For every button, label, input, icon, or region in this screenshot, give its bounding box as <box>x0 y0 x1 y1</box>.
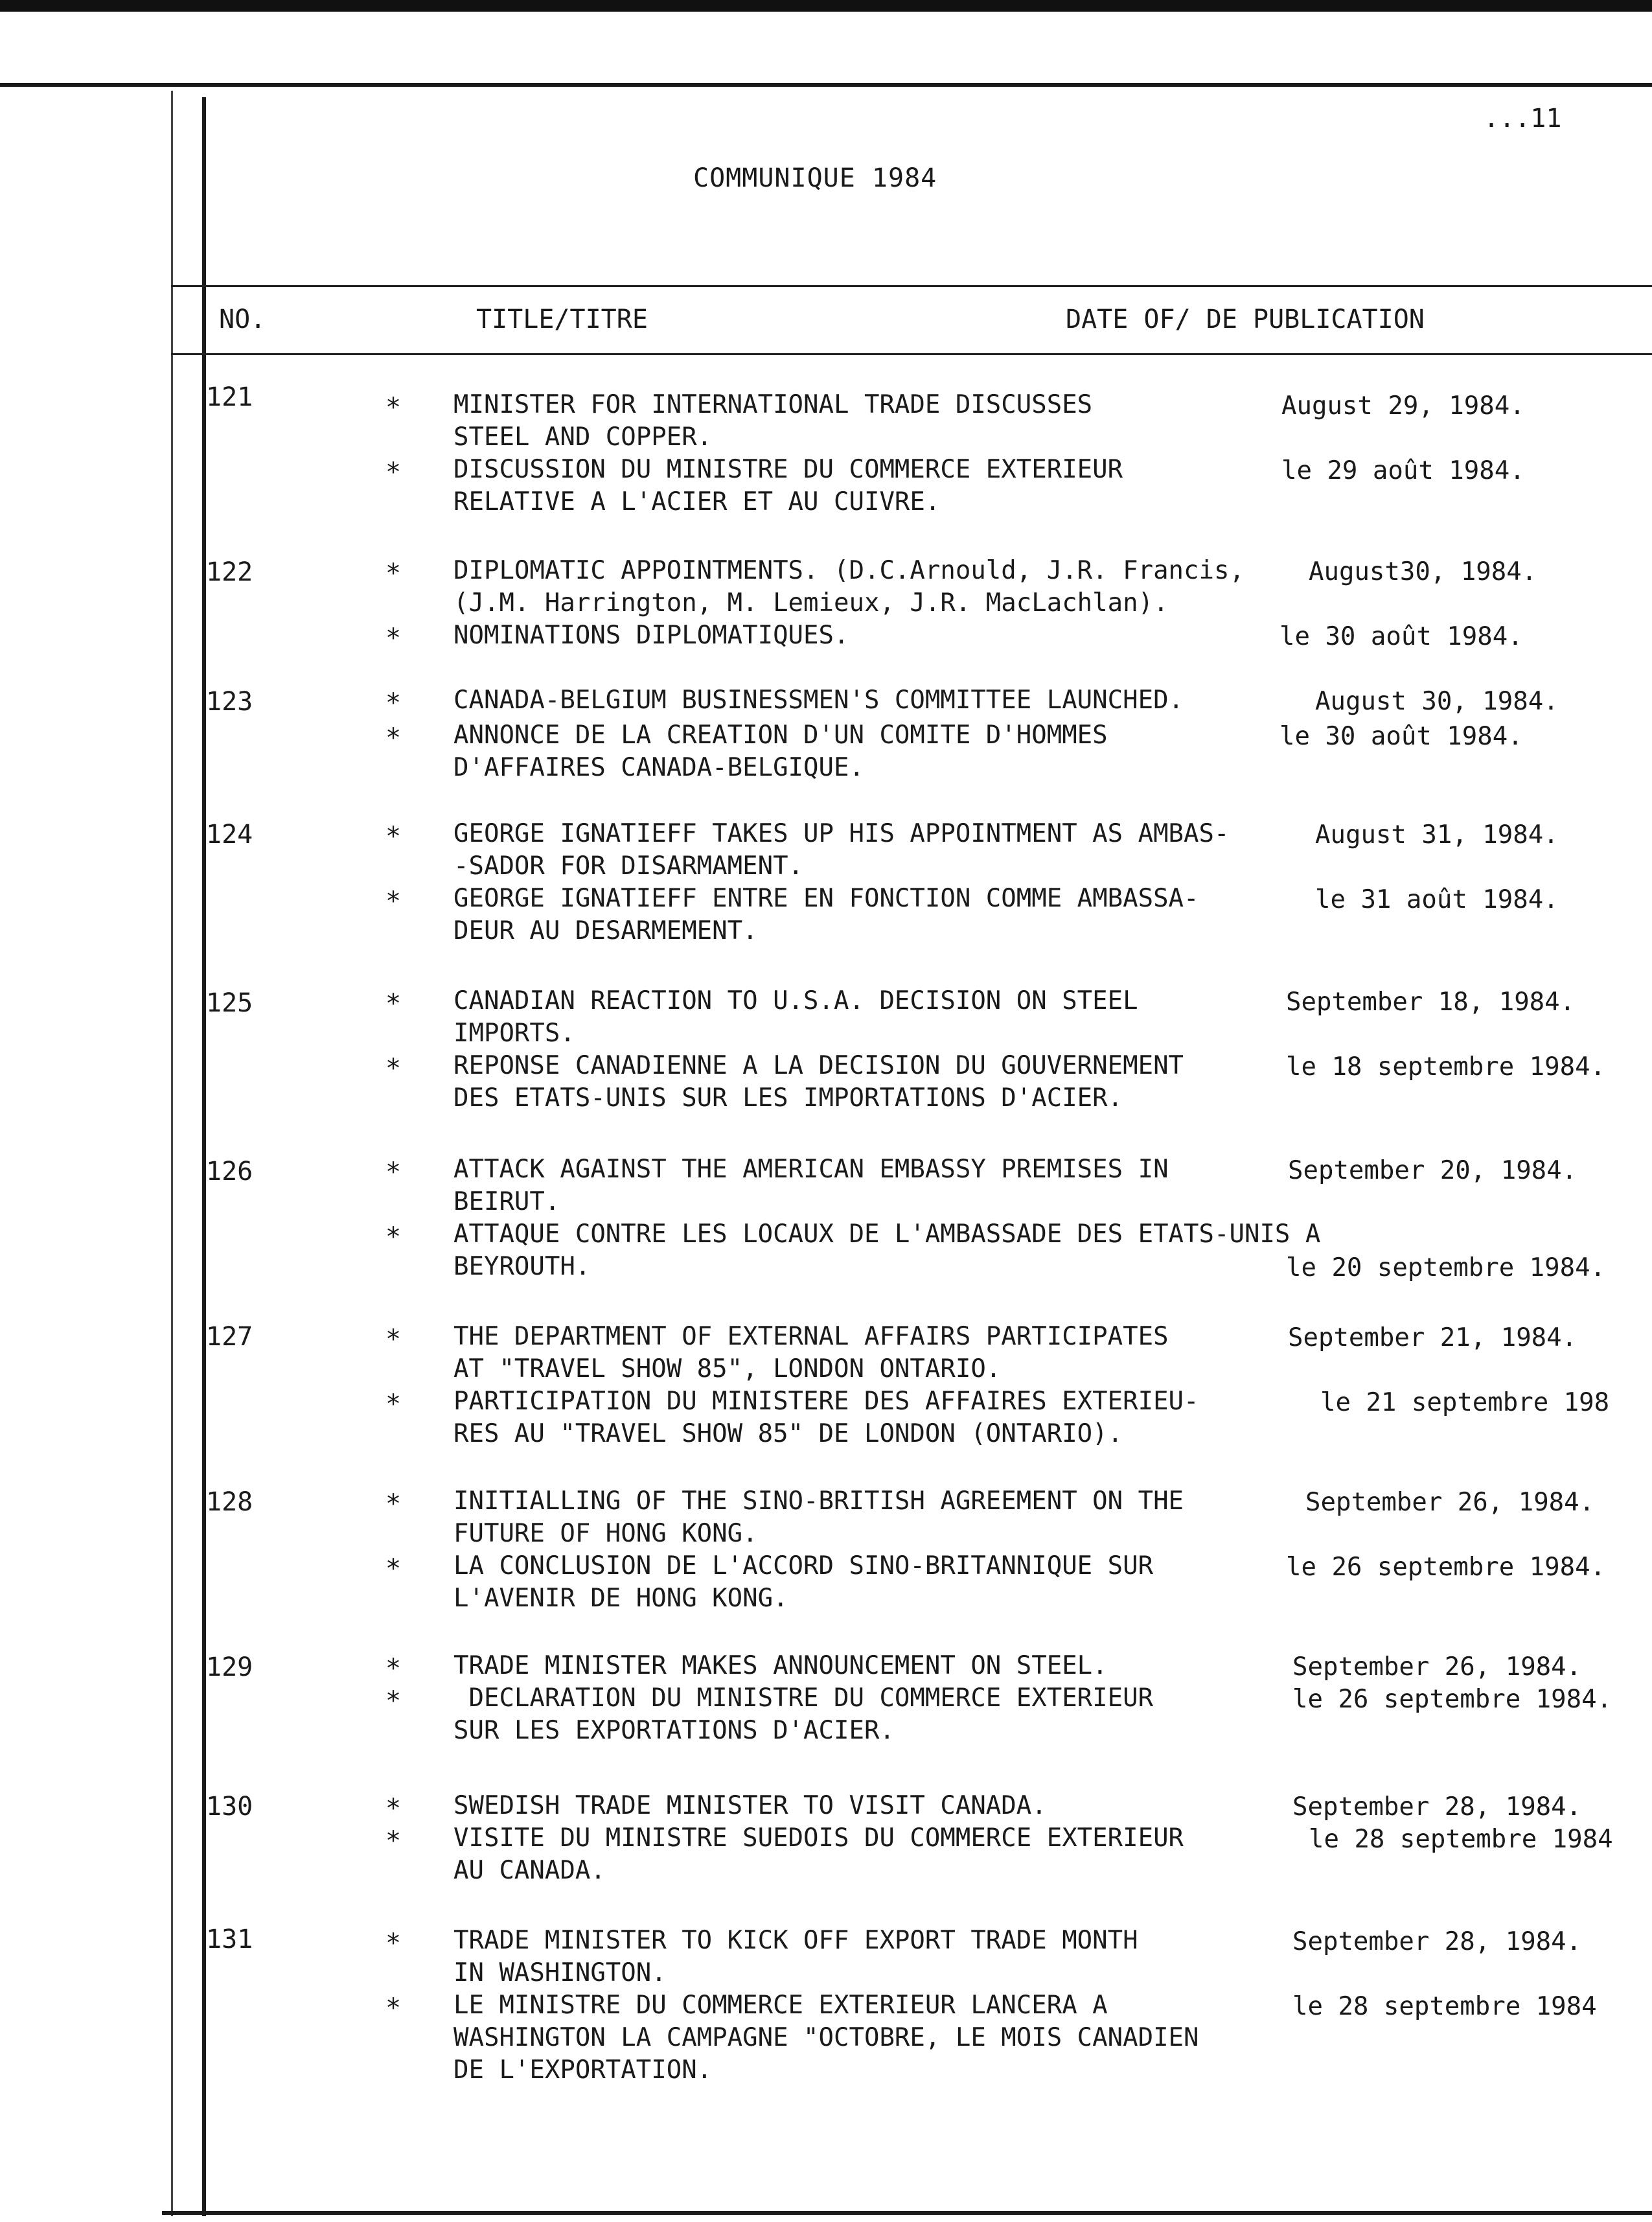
bullet-star-icon: * <box>385 688 402 718</box>
publication-date: le 31 août 1984. <box>1315 885 1559 914</box>
entry-number: 122 <box>206 557 253 587</box>
communique-title: PARTICIPATION DU MINISTERE DES AFFAIRES EXTERIEU- RES AU "TRAVEL SHOW 85" DE LONDON (ONTARIO). <box>453 1387 1199 1448</box>
page-title: COMMUNIQUE 1984 <box>693 163 937 193</box>
bullet-star-icon: * <box>385 1489 402 1519</box>
communique-title: THE DEPARTMENT OF EXTERNAL AFFAIRS PARTICIPATES AT "TRAVEL SHOW 85", LONDON ONTARIO. <box>453 1322 1169 1383</box>
publication-date: August 29, 1984. <box>1281 391 1525 421</box>
bullet-star-icon: * <box>385 886 402 916</box>
publication-date: le 26 septembre 1984. <box>1286 1553 1606 1582</box>
header-bottom-rule <box>171 353 1652 355</box>
communique-title: VISITE DU MINISTRE SUEDOIS DU COMMERCE EXTERIEUR AU CANADA. <box>453 1823 1184 1885</box>
communique-title: TRADE MINISTER MAKES ANNOUNCEMENT ON STEEL. <box>453 1651 1108 1680</box>
communique-title: MINISTER FOR INTERNATIONAL TRADE DISCUSSES STEEL AND COPPER. <box>453 390 1093 452</box>
publication-date: September 21, 1984. <box>1288 1323 1577 1352</box>
publication-date: le 20 septembre 1984. <box>1286 1253 1606 1282</box>
communique-title: DIPLOMATIC APPOINTMENTS. (D.C.Arnould, J.R. Francis, (J.M. Harrington, M. Lemieux, J.R. MacLachlan). <box>453 556 1245 618</box>
bullet-star-icon: * <box>385 1794 402 1823</box>
entry-number: 121 <box>206 382 253 412</box>
publication-date: September 28, 1984. <box>1292 1792 1582 1822</box>
communique-title: GEORGE IGNATIEFF ENTRE EN FONCTION COMME AMBASSA- DEUR AU DESARMEMENT. <box>453 884 1199 945</box>
publication-date: le 30 août 1984. <box>1279 622 1523 651</box>
communique-title: REPONSE CANADIENNE A LA DECISION DU GOUVERNEMENT DES ETATS-UNIS SUR LES IMPORTATIONS D'ACIER. <box>453 1051 1184 1113</box>
entry-number: 125 <box>206 988 253 1018</box>
entry-number: 127 <box>206 1322 253 1352</box>
frame-left-outer-border <box>171 91 173 2216</box>
bullet-star-icon: * <box>385 1389 402 1419</box>
publication-date: September 26, 1984. <box>1305 1488 1595 1517</box>
communique-title: CANADA-BELGIUM BUSINESSMEN'S COMMITTEE LAUNCHED. <box>453 686 1184 715</box>
bullet-star-icon: * <box>385 393 402 422</box>
communique-title: GEORGE IGNATIEFF TAKES UP HIS APPOINTMENT AS AMBAS- -SADOR FOR DISARMAMENT. <box>453 819 1230 881</box>
column-header-no: NO. <box>219 305 266 334</box>
publication-date: le 30 août 1984. <box>1279 722 1523 751</box>
publication-date: August 30, 1984. <box>1315 687 1559 716</box>
bullet-star-icon: * <box>385 1222 402 1252</box>
bullet-star-icon: * <box>385 1993 402 2023</box>
publication-date: September 28, 1984. <box>1292 1927 1582 1956</box>
publication-date: le 18 septembre 1984. <box>1286 1052 1606 1082</box>
publication-date: le 28 septembre 1984 <box>1309 1825 1613 1854</box>
entry-number: 124 <box>206 820 253 850</box>
communique-title: ATTAQUE CONTRE LES LOCAUX DE L'AMBASSADE DES ETATS-UNIS A BEYROUTH. <box>453 1220 1321 1281</box>
entry-number: 126 <box>206 1157 253 1186</box>
communique-title: DISCUSSION DU MINISTRE DU COMMERCE EXTERIEUR RELATIVE A L'ACIER ET AU CUIVRE. <box>453 455 1123 516</box>
communique-title: ANNONCE DE LA CREATION D'UN COMITE D'HOMMES D'AFFAIRES CANADA-BELGIQUE. <box>453 721 1108 782</box>
publication-date: August 31, 1984. <box>1315 820 1559 850</box>
header-top-rule <box>171 285 1652 287</box>
bullet-star-icon: * <box>385 623 402 653</box>
bullet-star-icon: * <box>385 559 402 588</box>
bullet-star-icon: * <box>385 822 402 851</box>
frame-bottom-border <box>162 2211 1652 2215</box>
bullet-star-icon: * <box>385 1826 402 1856</box>
bullet-star-icon: * <box>385 1686 402 1716</box>
entry-number: 131 <box>206 1925 253 1954</box>
communique-title: SWEDISH TRADE MINISTER TO VISIT CANADA. <box>453 1791 1047 1820</box>
entry-number: 130 <box>206 1792 253 1822</box>
communique-title: CANADIAN REACTION TO U.S.A. DECISION ON STEEL IMPORTS. <box>453 986 1138 1048</box>
publication-date: le 29 août 1984. <box>1281 456 1525 485</box>
bullet-star-icon: * <box>385 457 402 487</box>
bullet-star-icon: * <box>385 1654 402 1684</box>
communique-title: ATTACK AGAINST THE AMERICAN EMBASSY PREMISES IN BEIRUT. <box>453 1155 1169 1216</box>
communique-title: LE MINISTRE DU COMMERCE EXTERIEUR LANCERA A WASHINGTON LA CAMPAGNE "OCTOBRE, LE MOIS CANADIEN DE L'EXPORTATION. <box>453 1991 1199 2085</box>
communique-title: NOMINATIONS DIPLOMATIQUES. <box>453 621 849 650</box>
page-number: ...11 <box>1484 104 1562 133</box>
bullet-star-icon: * <box>385 989 402 1019</box>
scan-top-edge <box>0 0 1652 12</box>
entry-number: 129 <box>206 1652 253 1682</box>
bullet-star-icon: * <box>385 1054 402 1083</box>
publication-date: September 18, 1984. <box>1286 988 1576 1017</box>
communique-title: DECLARATION DU MINISTRE DU COMMERCE EXTERIEUR SUR LES EXPORTATIONS D'ACIER. <box>453 1684 1154 1745</box>
bullet-star-icon: * <box>385 1325 402 1354</box>
bullet-star-icon: * <box>385 723 402 753</box>
entry-number: 123 <box>206 687 253 717</box>
publication-date: August30, 1984. <box>1309 557 1537 586</box>
publication-date: le 28 septembre 1984 <box>1292 1992 1597 2021</box>
bullet-star-icon: * <box>385 1554 402 1584</box>
communique-title: TRADE MINISTER TO KICK OFF EXPORT TRADE MONTH IN WASHINGTON. <box>453 1926 1138 1987</box>
publication-date: September 26, 1984. <box>1292 1652 1582 1682</box>
communique-title: LA CONCLUSION DE L'ACCORD SINO-BRITANNIQUE SUR L'AVENIR DE HONG KONG. <box>453 1551 1154 1613</box>
bullet-star-icon: * <box>385 1928 402 1958</box>
publication-date: September 20, 1984. <box>1288 1156 1577 1185</box>
column-header-title: TITLE/TITRE <box>476 305 648 334</box>
column-header-date: DATE OF/ DE PUBLICATION <box>1066 305 1425 334</box>
publication-date: le 21 septembre 198 <box>1320 1388 1610 1417</box>
entry-number: 128 <box>206 1487 253 1517</box>
bullet-star-icon: * <box>385 1157 402 1187</box>
frame-top-border <box>0 83 1652 87</box>
publication-date: le 26 septembre 1984. <box>1292 1685 1612 1714</box>
communique-title: INITIALLING OF THE SINO-BRITISH AGREEMENT ON THE FUTURE OF HONG KONG. <box>453 1487 1184 1548</box>
